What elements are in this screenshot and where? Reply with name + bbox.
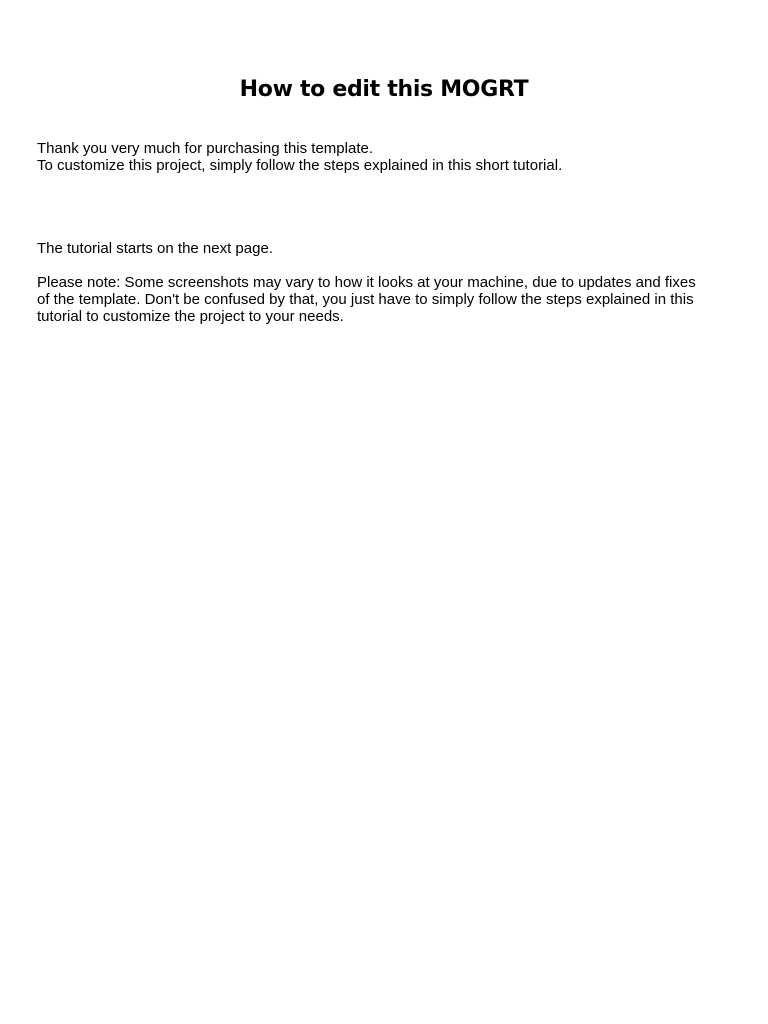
- tutorial-start-note: The tutorial starts on the next page.: [37, 240, 273, 257]
- disclaimer-line-3: tutorial to customize the project to your needs.: [37, 308, 344, 325]
- page-title: How to edit this MOGRT: [239, 77, 529, 102]
- intro-paragraph: [37, 140, 727, 174]
- disclaimer-paragraph: [37, 274, 727, 325]
- disclaimer-line-1: Please note: Some screenshots may vary to how it looks at your machine, due to updates and fixes: [37, 274, 696, 291]
- disclaimer-line-2: of the template. Don't be confused by that, you just have to simply follow the steps explained in this: [37, 291, 694, 308]
- intro-line-thanks: Thank you very much for purchasing this template.: [37, 140, 373, 157]
- intro-line-customize: To customize this project, simply follow the steps explained in this short tutorial.: [37, 157, 563, 174]
